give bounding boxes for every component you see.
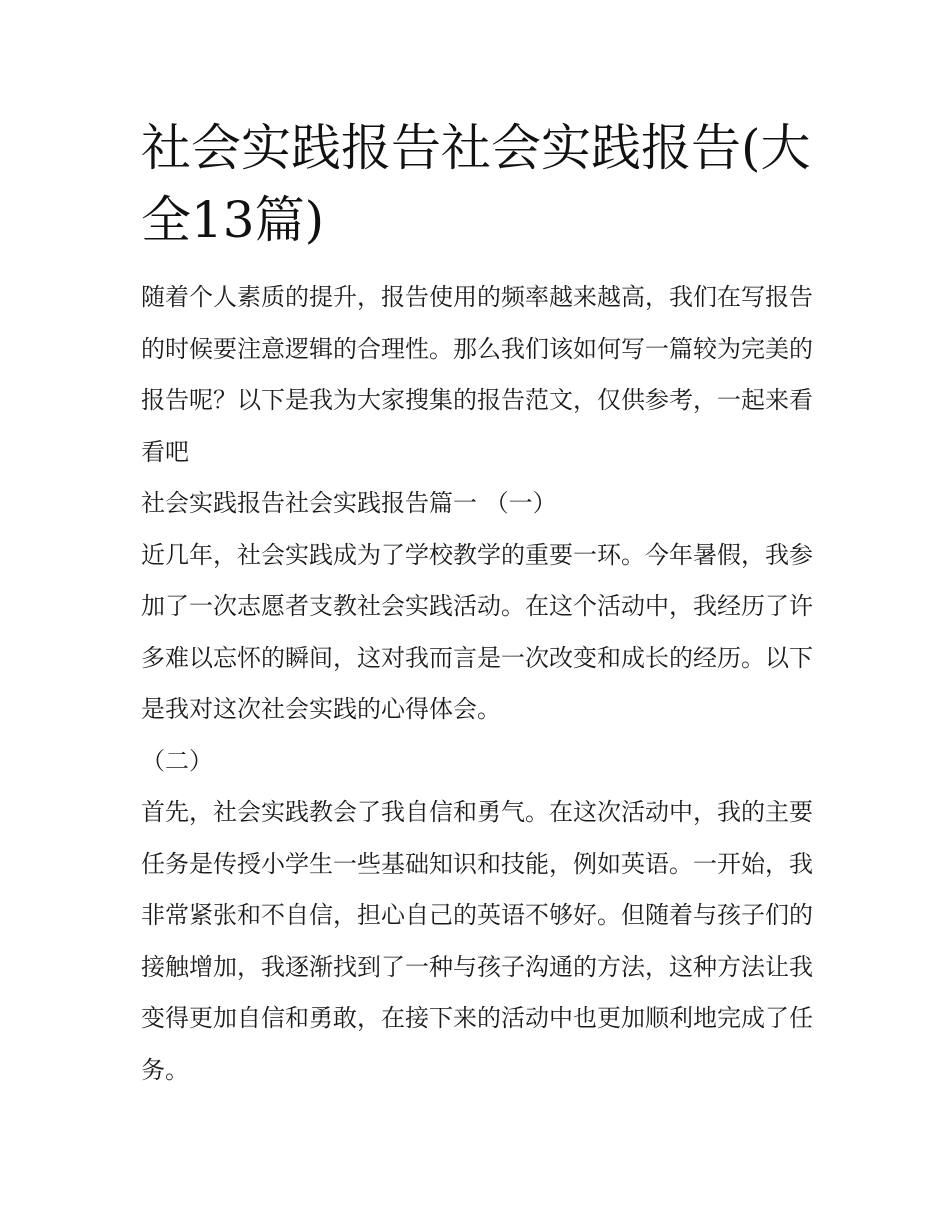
- paragraph-1: 近几年，社会实践成为了学校教学的重要一环。今年暑假，我参加了一次志愿者支教社会实践活动。在这个活动中，我经历了许多难以忘怀的瞬间，这对我而言是一次改变和成长的经历。以下是我对这次社会实践的心得体会。: [141, 540, 813, 723]
- paragraph-2: 首先，社会实践教会了我自信和勇气。在这次活动中，我的主要任务是传授小学生一些基础知识和技能，例如英语。一开始，我非常紧张和不自信，担心自己的英语不够好。但随着与孩子们的接触增加，我逐渐找到了一种与孩子沟通的方法，这种方法让我变得更加自信和勇敢，在接下来的活动中也更加顺利地完成了任务。: [141, 798, 813, 1084]
- subheading: （二）: [141, 746, 213, 775]
- document-title: 社会实践报告社会实践报告(大全13篇): [141, 119, 811, 249]
- intro-paragraph: 随着个人素质的提升，报告使用的频率越来越高，我们在写报告的时候要注意逻辑的合理性。那么我们该如何写一篇较为完美的报告呢？以下是我为大家搜集的报告范文，仅供参考，一起来看看吧: [141, 283, 813, 466]
- section-heading: 社会实践报告社会实践报告篇一 （一）: [141, 489, 557, 517]
- document-content: [141, 112, 813, 1096]
